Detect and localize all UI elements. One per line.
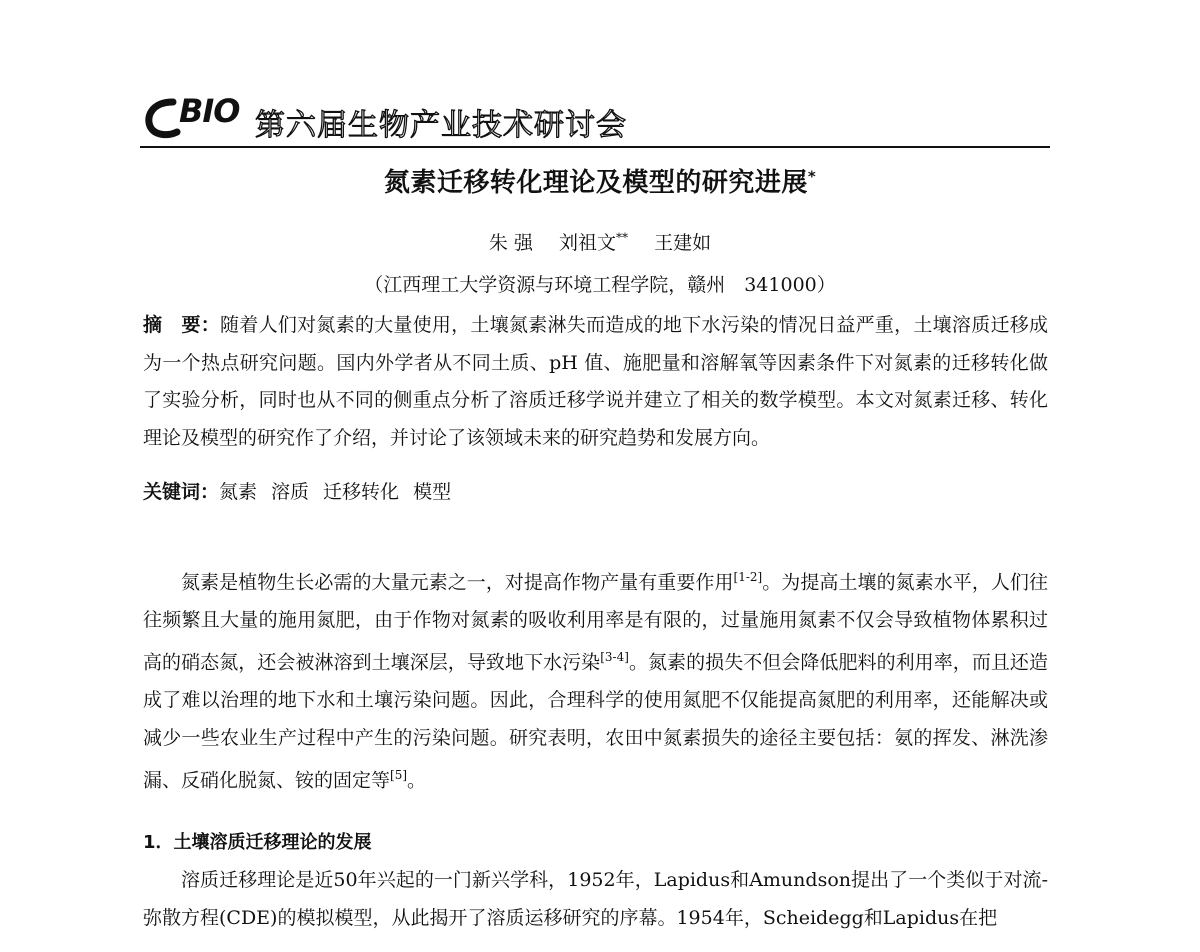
- intro-paragraph: [143, 559, 1048, 800]
- keywords: [143, 474, 1048, 512]
- author-name: 刘祖文: [559, 232, 617, 254]
- abstract-text: 随着人们对氮素的大量使用，土壤氮素淋失而造成的地下水污染的情况日益严重，土壤溶质迁移成为一个热点研究问题。国内外学者从不同土质、pH 值、施肥量和溶解氧等因素条件下对氮素的迁移转化做了实验分析，同时也从不同的侧重点分析了溶质迁移学说并建立了相关的数学模型。本文对氮素迁移、转化理论及模型的研究作了介绍，并讨论了该领域未来的研究趋势和发展方向。: [143, 314, 1048, 449]
- author: [489, 232, 533, 254]
- abstract: [143, 307, 1048, 457]
- author-list: [0, 228, 1200, 255]
- title-text: 氮素迁移转化理论及模型的研究进展: [383, 168, 808, 198]
- keywords-label: 关键词：: [143, 481, 220, 503]
- citation: [1-2]: [733, 570, 763, 584]
- keyword: 迁移转化: [323, 481, 400, 503]
- section-paragraph: 溶质迁移理论是近50年兴起的一门新兴学科，1952年，Lapidus和Amundson提出了一个类似于对流-弥散方程(CDE)的模拟模型，从此揭开了溶质运移研究的序幕。1954年，Scheidegg和Lapidus在把: [143, 869, 1048, 929]
- keyword: 模型: [413, 481, 452, 503]
- header-divider: [140, 146, 1050, 148]
- intro-text: 。氮素的损失不但会降低肥料的利用率，而且还造成了难以治理的地下水和土壤污染问题。因此，合理科学的使用氮肥不仅能提高氮肥的利用率，还能解决或减少一些农业生产过程中产生的污染问题。研究表明，农田中氮素损失的途径主要包括：氨的挥发、淋洗渗漏、反硝化脱氮、铵的固定等: [143, 651, 1048, 792]
- conference-name: 第六届生物产业技术研讨会: [255, 108, 627, 143]
- intro-text: 氮素是植物生长必需的大量元素之一，对提高作物产量有重要作用: [181, 571, 734, 594]
- logo-text: BIO: [179, 92, 240, 130]
- intro-text: 。: [407, 769, 427, 792]
- citation: [3-4]: [600, 650, 629, 665]
- keyword: 溶质: [271, 481, 310, 503]
- paper-title: [0, 162, 1200, 199]
- author-name: 朱 强: [488, 232, 533, 254]
- author-footnote-mark: **: [616, 230, 629, 245]
- keyword: 氮素: [219, 481, 258, 503]
- author: [559, 232, 628, 254]
- citation: [5]: [390, 768, 408, 783]
- intro-text: 。为提高土壤的氮素水平，人们往往频繁且大量的施用氮肥，由于作物对氮素的吸收利用率是有限的，过量施用氮素不仅会导致植物体累积过高的硝态氮，还会被淋溶到土壤深层，导致地下水污染: [143, 571, 1048, 674]
- title-footnote-mark: *: [807, 167, 817, 186]
- abstract-label: 摘 要：: [143, 314, 221, 336]
- affiliation: （江西理工大学资源与环境工程学院，赣州 341000）: [364, 274, 836, 296]
- author: [654, 232, 711, 254]
- conference-header: [143, 90, 1048, 146]
- section-heading: 1．土壤溶质迁移理论的发展: [143, 832, 372, 853]
- author-name: 王建如: [654, 232, 712, 254]
